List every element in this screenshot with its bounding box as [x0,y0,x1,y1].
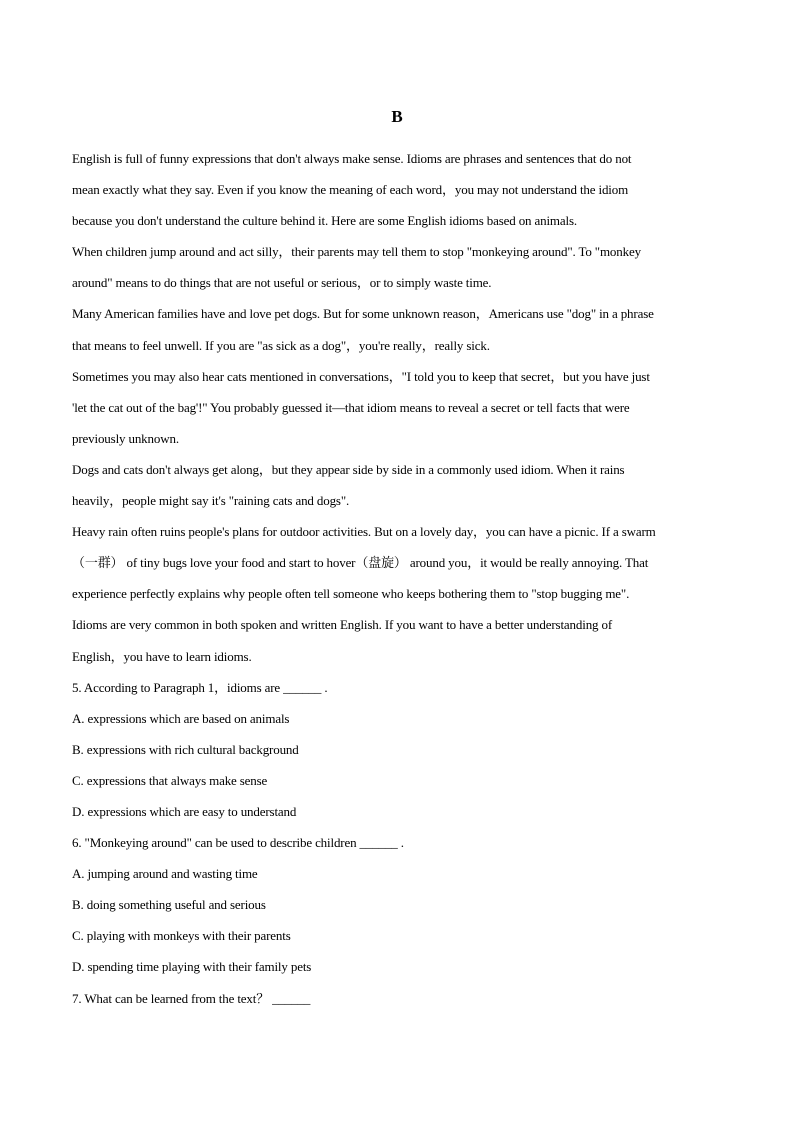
passage-body [72,143,722,1014]
question-5-stem: 5. According to Paragraph 1，idioms are ______ . [72,679,328,695]
question-6-option-d: D. spending time playing with their family pets [72,959,312,975]
passage-line: English，you have to learn idioms. [72,648,252,664]
question-5-option-d: D. expressions which are easy to understand [72,803,297,819]
question-5-option-b: B. expressions with rich cultural background [72,741,299,757]
passage-line: heavily，people might say it's "raining cats and dogs". [72,493,350,509]
passage-line: mean exactly what they say. Even if you know the meaning of each word，you may not understand the idiom [72,182,629,198]
passage-line: Many American families have and love pet dogs. But for some unknown reason，Americans use "dog" in a phrase [72,306,654,322]
passage-line: When children jump around and act silly，their parents may tell them to stop "monkeying around". To "monkey [72,244,641,260]
passage-line: because you don't understand the culture behind it. Here are some English idioms based on animals. [72,213,577,229]
question-5-option-c: C. expressions that always make sense [72,772,268,788]
question-6-option-c: C. playing with monkeys with their parents [72,928,291,944]
question-6-stem: 6. "Monkeying around" can be used to describe children ______ . [72,835,404,851]
passage-line: （一群） of tiny bugs love your food and start to hover（盘旋） around you，it would be really annoying. That [72,555,649,571]
passage-line: Dogs and cats don't always get along，but they appear side by side in a commonly used idiom. When it rains [72,461,625,477]
section-title: B [391,107,403,126]
passage-line: 'let the cat out of the bag'!" You probably guessed it—that idiom means to reveal a secret or tell facts that were [72,399,630,415]
passage-line: around" means to do things that are not useful or serious，or to simply waste time. [72,275,492,291]
question-7-stem: 7. What can be learned from the text？ ______ [72,990,311,1006]
passage-line: previously unknown. [72,430,179,446]
passage-line: Heavy rain often ruins people's plans for outdoor activities. But on a lovely day，you can have a picnic. If a swarm [72,524,656,540]
question-6-option-b: B. doing something useful and serious [72,897,266,913]
passage-line: experience perfectly explains why people often tell someone who keeps bothering them to "stop bugging me". [72,586,630,602]
passage-line: Sometimes you may also hear cats mentioned in conversations，"I told you to keep that secret，but you have just [72,368,650,384]
passage-line: Idioms are very common in both spoken and written English. If you want to have a better understanding of [72,617,613,633]
question-6-option-a: A. jumping around and wasting time [72,866,258,882]
question-5-option-a: A. expressions which are based on animals [72,710,290,726]
passage-line: that means to feel unwell. If you are "as sick as a dog"，you're really，really sick. [72,337,490,353]
passage-line: English is full of funny expressions that don't always make sense. Idioms are phrases and sentences that do not [72,151,632,166]
